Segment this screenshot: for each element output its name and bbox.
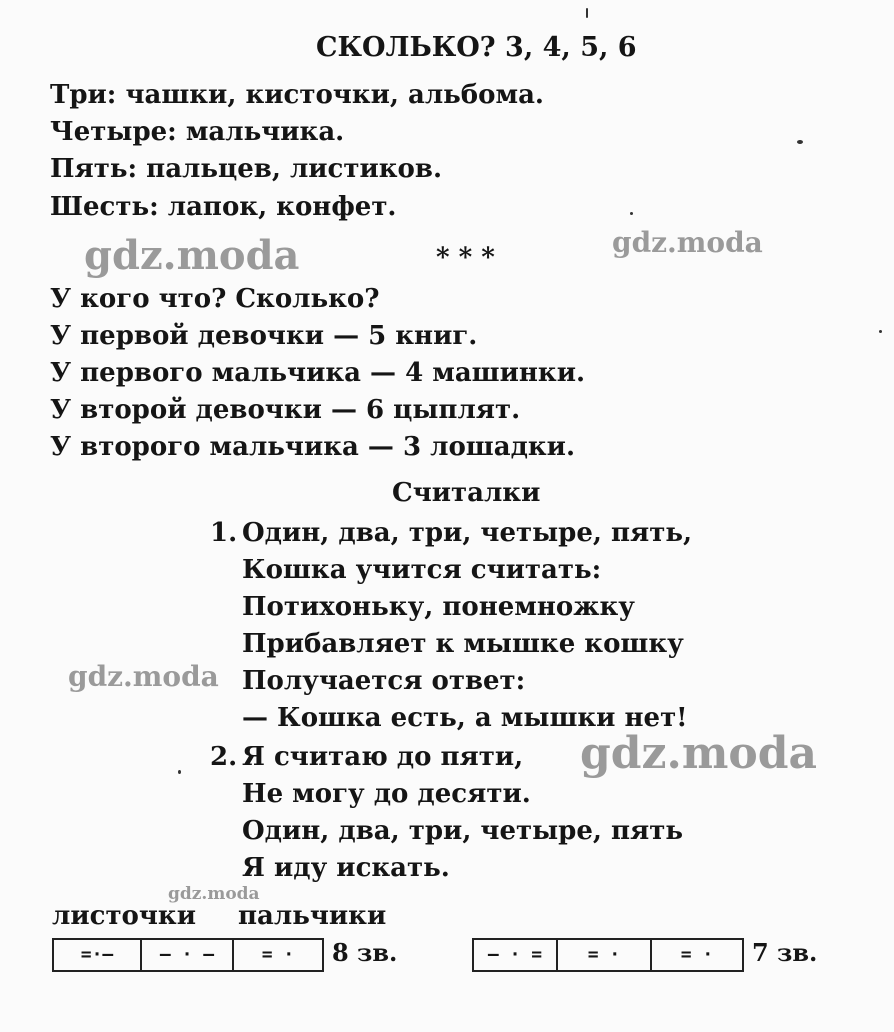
rhyme-line: Я считаю до пяти, [242, 742, 524, 772]
watermark: gdz.moda [84, 232, 300, 279]
section-title: Считалки [392, 478, 541, 508]
rhyme-line: Кошка учится считать: [242, 555, 602, 585]
rhyme-line: Прибавляет к мышке кошку [242, 629, 684, 659]
scheme-cell: – · – [142, 940, 234, 970]
list-item: У первого мальчика — 4 машинки. [50, 358, 586, 388]
scan-speck [797, 140, 803, 144]
scan-speck [178, 770, 181, 774]
scan-speck [586, 8, 588, 18]
scheme-cell: = · [261, 944, 295, 965]
rhyme-line: Потихоньку, понемножку [242, 592, 635, 622]
scheme-cell: = · [558, 940, 652, 970]
rhyme-line: Не могу до десяти. [242, 779, 531, 809]
rhyme-number: 2. [210, 742, 238, 772]
rhyme-number: 1. [210, 518, 238, 548]
word-label: пальчики [238, 901, 387, 931]
scheme-cell: =·– [54, 940, 142, 970]
watermark: gdz.moda [612, 226, 763, 259]
rhyme-line: Получается ответ: [242, 666, 526, 696]
list-item: У кого что? Сколько? [50, 284, 380, 314]
scheme-cell: – · = [474, 940, 558, 970]
list-item: У первой девочки — 5 книг. [50, 321, 478, 351]
rhyme-line: Один, два, три, четыре, пять [242, 816, 683, 846]
sound-scheme-right [472, 938, 744, 972]
list-item: У второго мальчика — 3 лошадки. [50, 432, 576, 462]
sound-count: 7 зв. [752, 938, 818, 967]
sound-scheme-left [52, 938, 324, 972]
word-label: листочки [52, 901, 196, 931]
list-item: Пять: пальцев, листиков. [50, 154, 443, 184]
rhyme-line: Я иду искать. [242, 853, 450, 883]
scheme-cell: = · [680, 944, 714, 965]
separator: * * * [436, 243, 495, 273]
list-item: Четыре: мальчика. [50, 117, 345, 147]
rhyme-line: — Кошка есть, а мышки нет! [242, 703, 688, 733]
rhyme-line: Один, два, три, четыре, пять, [242, 518, 693, 548]
list-item: У второй девочки — 6 цыплят. [50, 395, 521, 425]
watermark: gdz.moda [68, 660, 219, 693]
sound-count: 8 зв. [332, 938, 398, 967]
scan-speck [879, 330, 882, 333]
scan-speck [630, 212, 633, 215]
list-item: Три: чашки, кисточки, альбома. [50, 80, 544, 110]
watermark: gdz.moda [168, 884, 260, 904]
watermark: gdz.moda [580, 728, 818, 779]
page-title: СКОЛЬКО? 3, 4, 5, 6 [316, 32, 637, 63]
list-item: Шесть: лапок, конфет. [50, 192, 397, 222]
